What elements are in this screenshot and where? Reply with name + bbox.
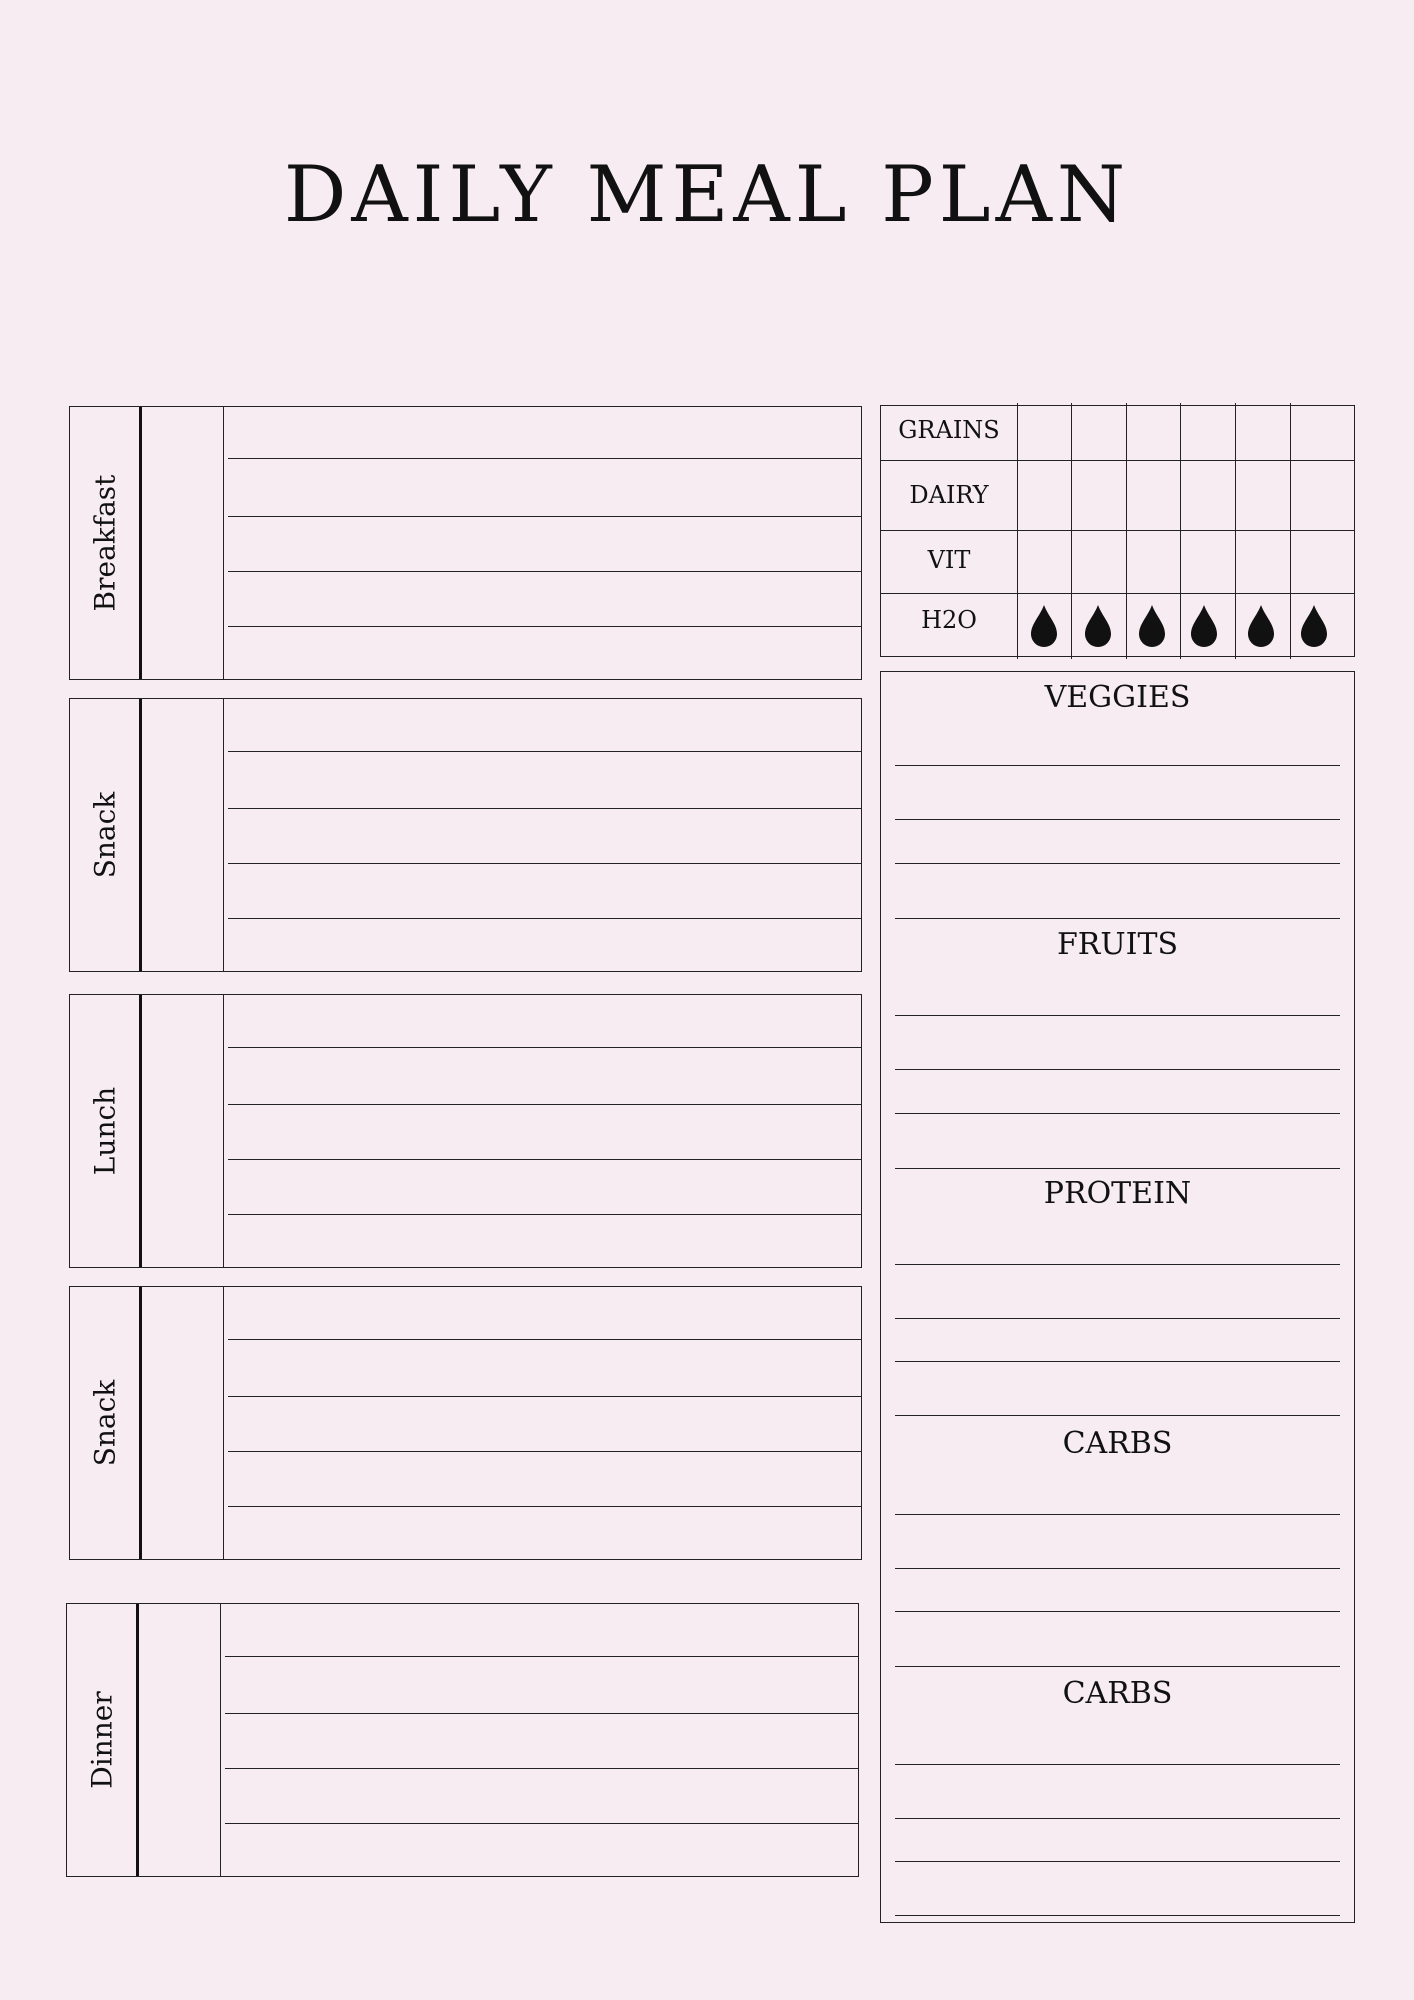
meal-label-snack: Snack [88,791,121,879]
writing-line[interactable] [895,1861,1340,1862]
meal-label-breakfast: Breakfast [88,474,121,612]
meal-label-snack: Snack [88,1379,121,1467]
writing-line[interactable] [895,918,1340,919]
writing-line[interactable] [895,1764,1340,1765]
meal-label-column [70,699,142,971]
writing-line[interactable] [895,1568,1340,1569]
meal-time-field[interactable] [139,1604,221,1876]
meal-section-breakfast [69,406,862,680]
writing-line[interactable] [228,751,861,752]
writing-line[interactable] [895,1611,1340,1612]
meal-section-lunch [69,994,862,1268]
writing-line[interactable] [895,819,1340,820]
writing-line[interactable] [228,1047,861,1048]
group-title-fruits: FRUITS [1056,927,1179,962]
tracker-label-dairy: DAIRY [909,481,989,509]
writing-line[interactable] [895,863,1340,864]
writing-line[interactable] [228,918,861,919]
writing-line[interactable] [225,1768,858,1769]
writing-line[interactable] [228,1159,861,1160]
writing-line[interactable] [228,1214,861,1215]
writing-line[interactable] [895,1361,1340,1362]
writing-line[interactable] [228,458,861,459]
grid-divider [1071,403,1072,659]
tracker-label-vit: VIT [927,546,971,574]
grid-divider [1235,403,1236,659]
meal-label-lunch: Lunch [88,1086,121,1176]
food-groups-panel [880,671,1355,1923]
meal-section-snack-1 [69,698,862,972]
writing-line[interactable] [228,626,861,627]
water-drop-icon[interactable] [1299,604,1329,648]
writing-line[interactable] [895,1415,1340,1416]
group-title-veggies: VEGGIES [1044,680,1191,715]
water-drop-icon[interactable] [1137,604,1167,648]
grid-divider [881,593,1354,594]
writing-line[interactable] [228,1339,861,1340]
writing-line[interactable] [895,1069,1340,1070]
writing-line[interactable] [895,1514,1340,1515]
meal-section-dinner [66,1603,859,1877]
page-title: DAILY MEAL PLAN [283,150,1131,240]
tracker-label-grains: GRAINS [898,416,1000,444]
meal-section-snack-2 [69,1286,862,1560]
food-tracker-grid [880,405,1355,657]
meal-label-column [70,407,142,679]
water-drop-icon[interactable] [1246,604,1276,648]
grid-divider [1017,403,1018,659]
writing-line[interactable] [225,1713,858,1714]
grid-divider [1180,403,1181,659]
water-drop-icon[interactable] [1189,604,1219,648]
group-title-protein: PROTEIN [1043,1176,1192,1211]
writing-line[interactable] [895,1264,1340,1265]
writing-line[interactable] [228,571,861,572]
meal-label-column [70,995,142,1267]
writing-line[interactable] [895,1015,1340,1016]
writing-line[interactable] [228,863,861,864]
writing-line[interactable] [228,808,861,809]
group-title-carbs: CARBS [1062,1426,1173,1461]
writing-line[interactable] [228,1104,861,1105]
writing-line[interactable] [228,516,861,517]
water-drop-icon[interactable] [1083,604,1113,648]
writing-line[interactable] [895,765,1340,766]
writing-line[interactable] [895,1818,1340,1819]
grid-divider [881,460,1354,461]
writing-line[interactable] [228,1451,861,1452]
meal-label-column [70,1287,142,1559]
tracker-label-h2o: H2O [921,606,977,634]
grid-divider [1126,403,1127,659]
grid-divider [1290,403,1291,659]
writing-line[interactable] [228,1396,861,1397]
group-title-carbs-2: CARBS [1062,1676,1173,1711]
meal-time-field[interactable] [142,995,224,1267]
meal-time-field[interactable] [142,407,224,679]
meal-label-column [67,1604,139,1876]
meal-label-dinner: Dinner [85,1691,118,1789]
meal-time-field[interactable] [142,699,224,971]
writing-line[interactable] [895,1113,1340,1114]
writing-line[interactable] [895,1318,1340,1319]
writing-line[interactable] [895,1168,1340,1169]
grid-divider [881,530,1354,531]
writing-line[interactable] [895,1915,1340,1916]
meal-time-field[interactable] [142,1287,224,1559]
water-drop-icon[interactable] [1029,604,1059,648]
writing-line[interactable] [225,1823,858,1824]
writing-line[interactable] [895,1666,1340,1667]
writing-line[interactable] [225,1656,858,1657]
writing-line[interactable] [228,1506,861,1507]
